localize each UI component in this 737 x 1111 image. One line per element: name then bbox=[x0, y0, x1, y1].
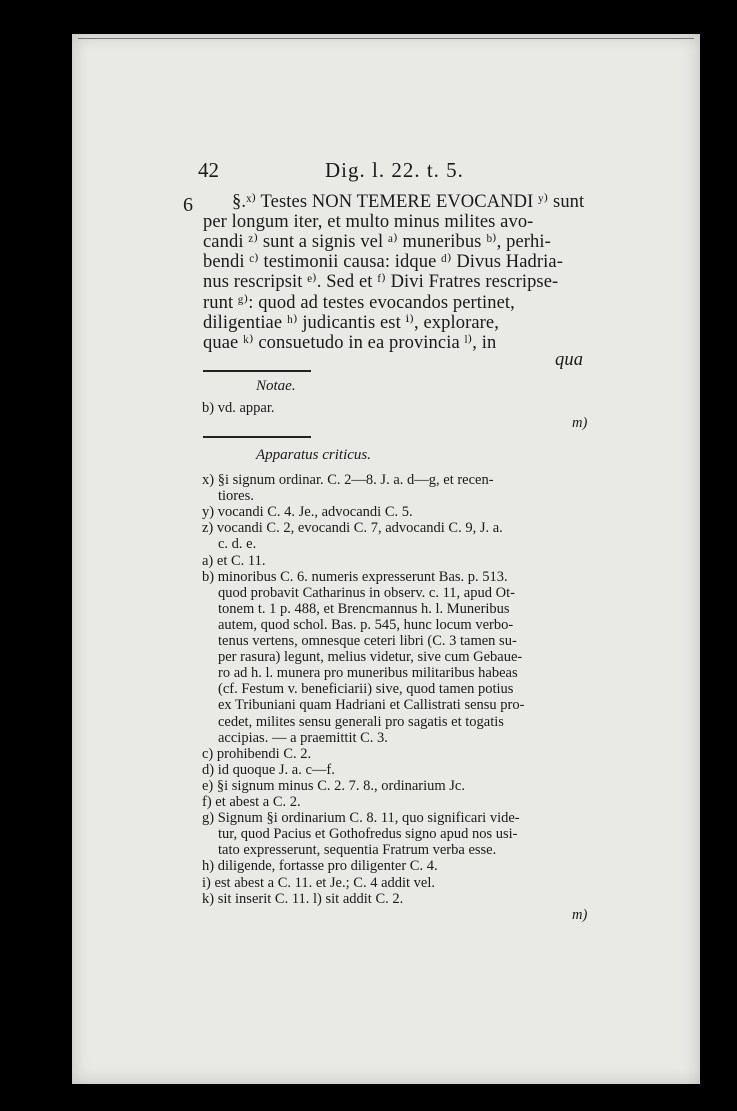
apparatus-line: c. d. e. bbox=[218, 536, 257, 553]
apparatus-line: per rasura) legunt, melius videtur, sive cum Gebaue- bbox=[218, 649, 523, 666]
apparatus-rule bbox=[203, 436, 311, 438]
main-text-line: §.ˣ⁾ Testes NON TEMERE EVOCANDI ʸ⁾ sunt bbox=[232, 192, 585, 212]
apparatus-line: d) id quoque J. a. c—f. bbox=[202, 761, 335, 778]
main-text-line: per longum iter, et multo minus milites avo- bbox=[203, 212, 534, 232]
apparatus-line: (cf. Festum v. beneficiarii) sive, quod tamen potius bbox=[218, 681, 514, 698]
apparatus-catchword: m) bbox=[572, 907, 588, 923]
apparatus-line: tenus vertens, omnesque ceteri libri (C. 3 tamen su- bbox=[218, 633, 517, 649]
apparatus-line: ex Tribuniani quam Hadriani et Callistrati sensu pro- bbox=[218, 697, 525, 714]
apparatus-line: ro ad h. l. munera pro muneribus militaribus habeas bbox=[218, 665, 518, 682]
apparatus-line: c) prohibendi C. 2. bbox=[202, 745, 312, 762]
page-number: 42 bbox=[198, 158, 219, 182]
notae-rule bbox=[203, 370, 311, 372]
main-text-line: diligentiae ʰ⁾ judicantis est ⁱ⁾, explorare, bbox=[203, 313, 499, 333]
main-text-line: candi ᶻ⁾ sunt a signis vel ᵃ⁾ muneribus ᵇ⁾, perhi- bbox=[203, 232, 551, 252]
apparatus-line: i) est abest a C. 11. et Je.; C. 4 addit vel. bbox=[202, 874, 436, 891]
main-text-line: qua bbox=[555, 350, 584, 370]
notae-catchword: m) bbox=[572, 415, 588, 431]
apparatus-line: z) vocandi C. 2, evocandi C. 7, advocandi C. 9, J. a. bbox=[202, 520, 503, 537]
apparatus-line: x) §i signum ordinar. C. 2—8. J. a. d—g, et recen- bbox=[202, 472, 494, 488]
apparatus-line: cedet, milites sensu generali pro sagatis et togatis bbox=[218, 713, 504, 730]
section-number: 6 bbox=[183, 194, 194, 216]
apparatus-line: tato expresserunt, sequentia Fratrum verba esse. bbox=[218, 842, 497, 859]
running-title: Dig. l. 22. t. 5. bbox=[325, 158, 464, 182]
apparatus-line: tur, quod Pacius et Gothofredus signo apud nos usi- bbox=[218, 826, 518, 843]
main-text-line: quae ᵏ⁾ consuetudo in ea provincia ˡ⁾, in bbox=[203, 333, 497, 353]
apparatus-line: k) sit inserit C. 11. l) sit addit C. 2. bbox=[202, 890, 404, 907]
main-text-line: bendi ᶜ⁾ testimonii causa: idque ᵈ⁾ Divus Hadria- bbox=[203, 252, 563, 272]
apparatus-line: quod probavit Catharinus in observ. c. 11, apud Ot- bbox=[218, 584, 515, 601]
apparatus-line: a) et C. 11. bbox=[202, 552, 266, 569]
main-text-line: runt ᵍ⁾: quod ad testes evocandos pertinet, bbox=[203, 293, 515, 313]
apparatus-line: b) minoribus C. 6. numeris expresserunt Bas. p. 513. bbox=[202, 568, 508, 585]
apparatus-line: h) diligende, fortasse pro diligenter C. 4. bbox=[202, 858, 438, 875]
apparatus-title: Apparatus criticus. bbox=[256, 447, 371, 463]
apparatus-line: y) vocandi C. 4. Je., advocandi C. 5. bbox=[202, 504, 413, 521]
apparatus-line: autem, quod schol. Bas. p. 545, hunc locum verbo- bbox=[218, 616, 514, 633]
apparatus-line: tiores. bbox=[218, 488, 254, 505]
main-text-line: nus rescripsit ᵉ⁾. Sed et ᶠ⁾ Divi Fratres rescripse- bbox=[203, 272, 559, 292]
apparatus-line: accipias. — a praemittit C. 3. bbox=[218, 729, 388, 746]
apparatus-line: e) §i signum minus C. 2. 7. 8., ordinarium Jc. bbox=[202, 777, 465, 794]
notae-line: b) vd. appar. bbox=[202, 400, 275, 416]
apparatus-line: tonem t. 1 p. 488, et Brencmannus h. l. Muneribus bbox=[218, 600, 510, 617]
notae-title: Notae. bbox=[256, 378, 296, 394]
apparatus-line: g) Signum §i ordinarium C. 8. 11, quo significari vide- bbox=[202, 810, 520, 827]
apparatus-line: f) et abest a C. 2. bbox=[202, 794, 301, 810]
page-edge-line bbox=[78, 38, 694, 49]
